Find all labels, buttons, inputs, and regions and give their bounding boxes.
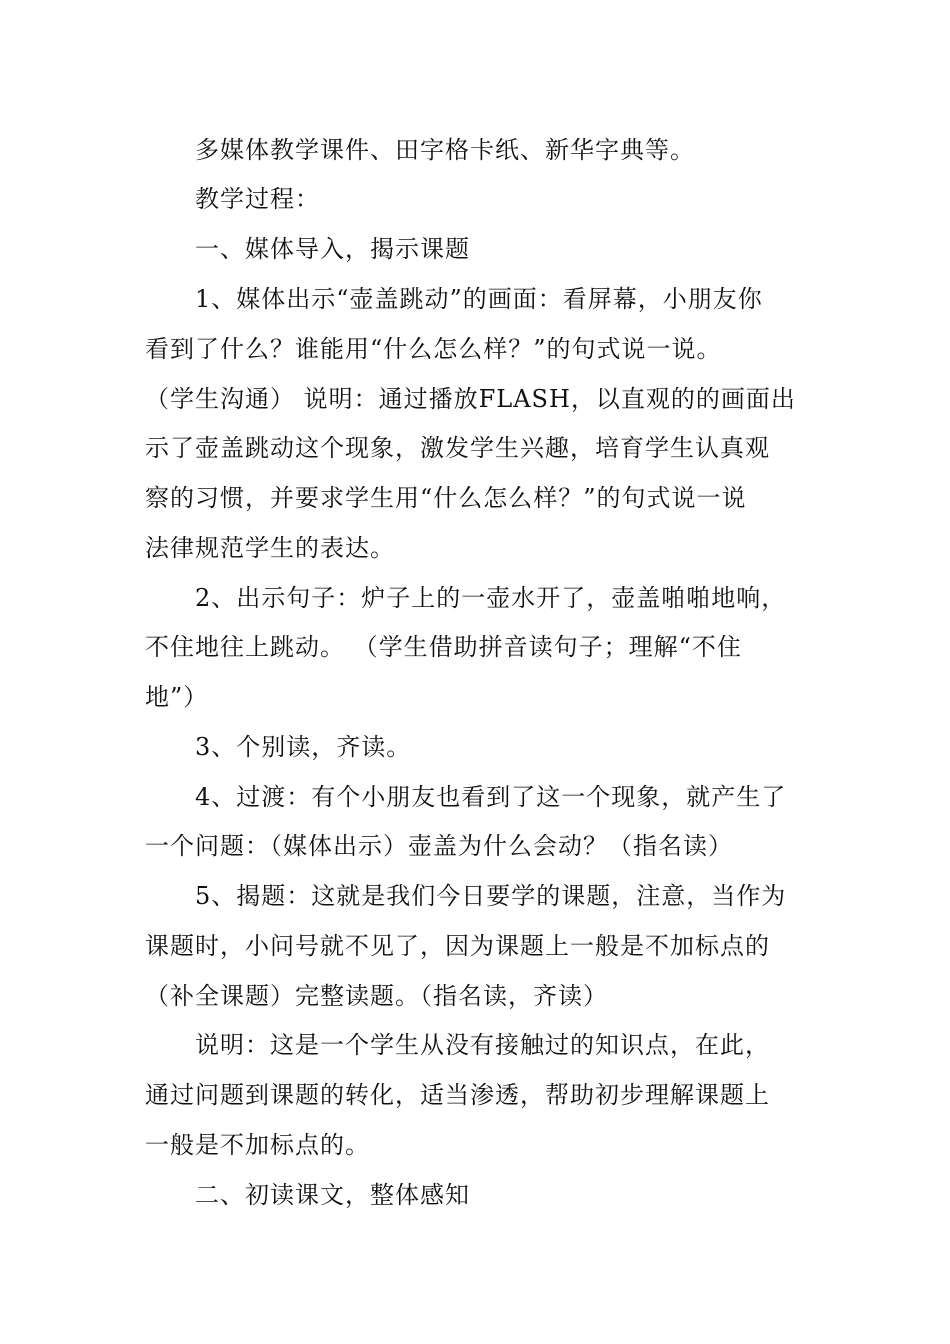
text-line: （学生沟通） 说明：通过播放FLASH，以直观的的画面出 — [145, 385, 796, 413]
section-heading: 二、初读课文，整体感知 — [195, 1181, 470, 1209]
text-line: 一个问题：（媒体出示）壶盖为什么会动？（指名读） — [145, 832, 733, 860]
text-line: 看到了什么？谁能用“什么怎么样？”的句式说一说。 — [145, 335, 722, 363]
text-line: 说明：这是一个学生从没有接触过的知识点，在此， — [195, 1031, 770, 1059]
text-line: 3、个别读，齐读。 — [195, 733, 412, 761]
section-heading: 一、媒体导入，揭示课题 — [195, 235, 470, 263]
text-line: 不住地往上跳动。 （学生借助拼音读句子；理解“不住 — [145, 633, 742, 661]
text-line: 5、揭题：这就是我们今日要学的课题，注意，当作为 — [195, 882, 787, 910]
text-line: 地”） — [145, 683, 209, 711]
text-line: （补全课题）完整读题。（指名读，齐读） — [145, 982, 608, 1010]
text-line: 法律规范学生的表达。 — [145, 534, 395, 562]
text-line: 通过问题到课题的转化，适当渗透，帮助初步理解课题上 — [145, 1081, 770, 1109]
text-line: 2、出示句子：炉子上的一壶水开了，壶盖啪啪地响， — [195, 584, 787, 612]
text-line: 多媒体教学课件、田字格卡纸、新华字典等。 — [195, 136, 695, 164]
text-line: 示了壶盖跳动这个现象，激发学生兴趣，培育学生认真观 — [145, 434, 770, 462]
text-line: 1、媒体出示“壶盖跳动”的画面：看屏幕，小朋友你 — [195, 285, 763, 313]
text-line: 察的习惯，并要求学生用“什么怎么样？”的句式说一说 — [145, 484, 747, 512]
text-line: 4、过渡：有个小朋友也看到了这一个现象，就产生了 — [195, 783, 787, 811]
text-line: 一般是不加标点的。 — [145, 1131, 370, 1159]
text-line: 课题时，小问号就不见了，因为课题上一般是不加标点的 — [145, 932, 770, 960]
text-line: 教学过程： — [195, 185, 320, 213]
